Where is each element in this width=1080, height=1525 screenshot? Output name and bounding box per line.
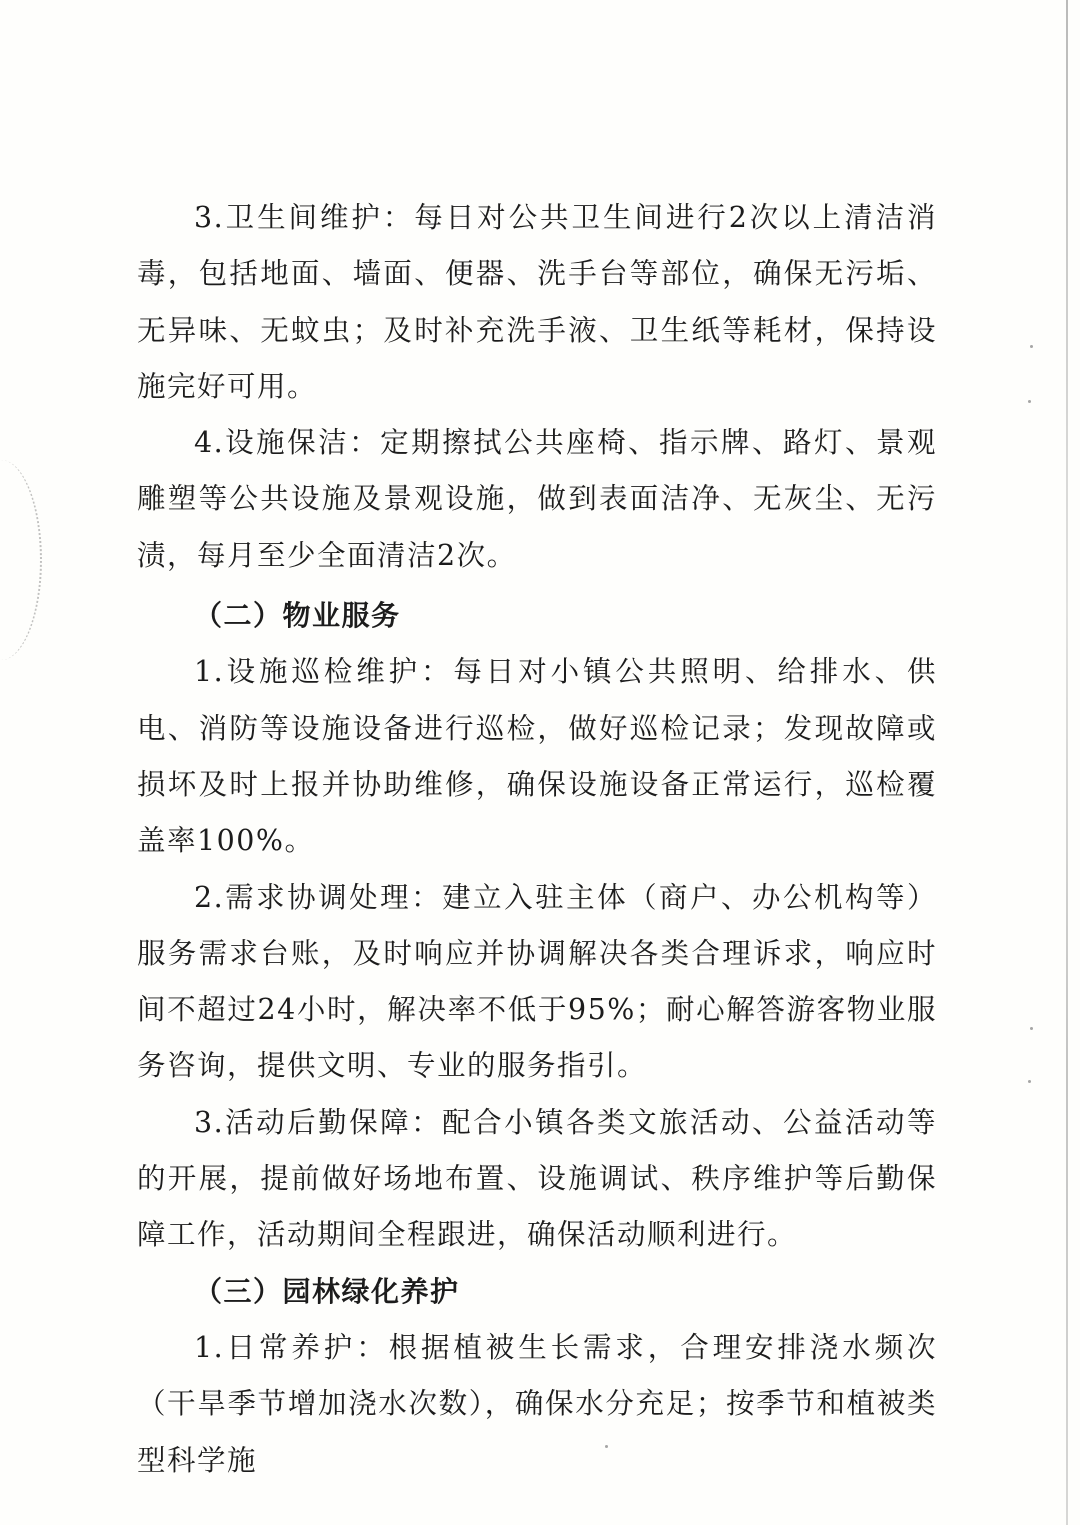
paragraph-facility-cleaning: 4.设施保洁：定期擦拭公共座椅、指示牌、路灯、景观雕塑等公共设施及景观设施，做到表面洁净、无灰尘、无污渍，每月至少全面清洁2次。 — [137, 426, 937, 572]
paragraph-daily-maintenance: 1.日常养护：根据植被生长需求，合理安排浇水频次（干旱季节增加浇水次数），确保水分充足；按季节和植被类型科学施 — [137, 1330, 937, 1477]
scan-edge-line — [1066, 0, 1068, 1525]
scan-speck — [1030, 1027, 1033, 1030]
paragraph-restroom-maintenance: 3.卫生间维护：每日对公共卫生间进行2次以上清洁消毒，包括地面、墙面、便器、洗手台等部位，确保无污垢、无异味、无蚊虫；及时补充洗手液、卫生纸等耗材，保持设施完好可用。 — [137, 201, 937, 403]
paragraph-facility-inspection: 1.设施巡检维护：每日对小镇公共照明、给排水、供电、消防等设施设备进行巡检，做好巡检记录；发现故障或损坏及时上报并协助维修，确保设施设备正常运行，巡检覆盖率100%。 — [137, 655, 937, 858]
paragraph-event-logistics: 3.活动后勤保障：配合小镇各类文旅活动、公益活动等的开展，提前做好场地布置、设施调试、秩序维护等后勤保障工作，活动期间全程跟进，确保活动顺利进行。 — [137, 1105, 937, 1252]
scan-speck — [1028, 1080, 1031, 1083]
seal-edge-mark — [0, 460, 42, 660]
scan-speck — [1030, 345, 1033, 348]
document-body — [137, 190, 937, 1489]
section-heading-property-service: （二）物业服务 — [194, 599, 401, 633]
paragraph-demand-coordination: 2.需求协调处理：建立入驻主体（商户、办公机构等）服务需求台账，及时响应并协调解决各类合理诉求，响应时间不超过24小时，解决率不低于95%；耐心解答游客物业服务咨询，提供文明、专业的服务指引。 — [137, 880, 937, 1083]
section-heading-landscaping: （三）园林绿化养护 — [194, 1274, 460, 1308]
scan-speck — [1028, 400, 1031, 403]
